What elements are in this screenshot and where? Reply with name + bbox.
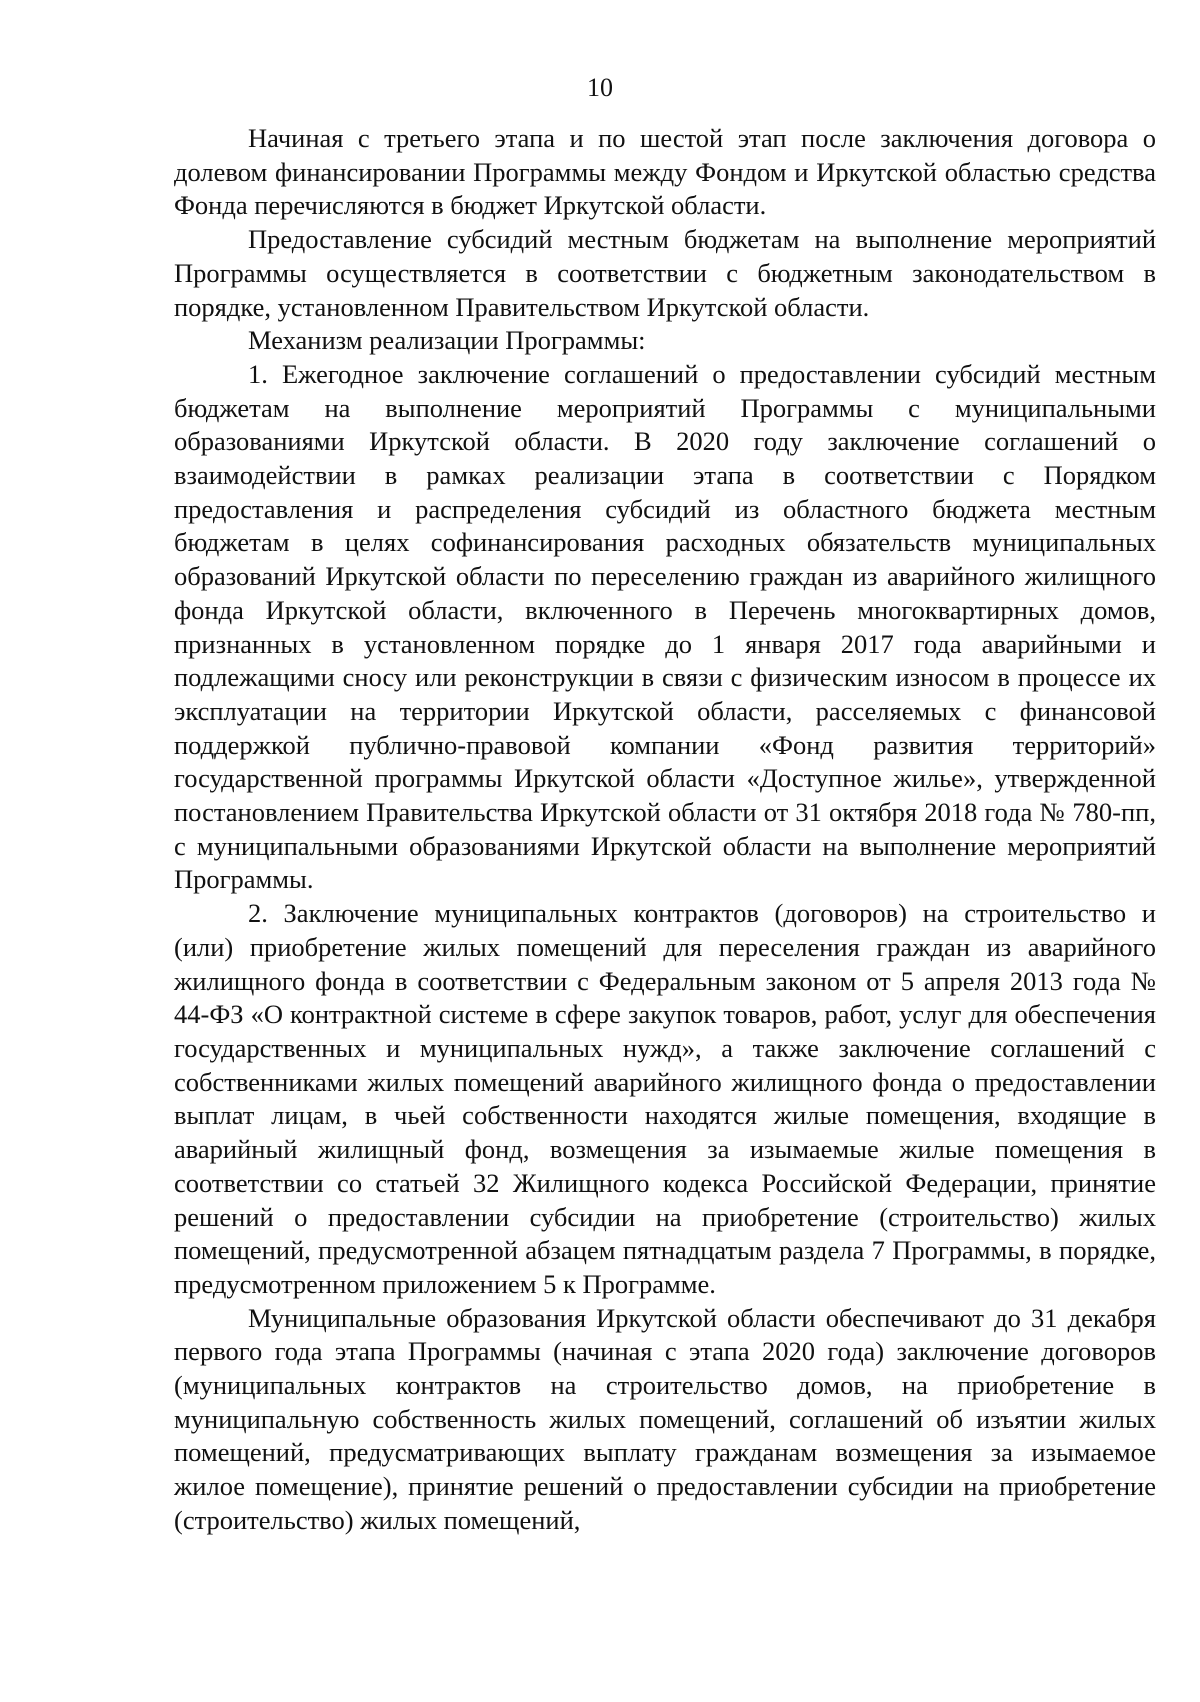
paragraph-item-2: 2. Заключение муниципальных контрактов (договоров) на строительство и (или) приобретение жилых помещений для переселения граждан из аварийного жилищного фонда в соответствии с Федеральным законом от 5 апреля 2013 года № 44-ФЗ «О контрактной системе в сфере закупок товаров, работ, услуг для обеспечения государственных и муниципальных нужд», а также заключение соглашений с собственниками жилых помещений аварийного жилищного фонда о предоставлении выплат лицам, в чьей собственности находятся жилые помещения, входящие в аварийный жилищный фонд, возмещения за изымаемые жилые помещения в соответствии со статьей 32 Жилищного кодекса Российской Федерации, принятие решений о предоставлении субсидии на приобретение (строительство) жилых помещений, предусмотренной абзацем пятнадцатым раздела 7 Программы, в порядке, предусмотренном приложением 5 к Программе.: [174, 898, 1156, 1299]
paragraph-subsidies: Предоставление субсидий местным бюджетам на выполнение мероприятий Программы осуществляется в соответствии с бюджетным законодательством в порядке, установленном Правительством Иркутской области.: [174, 224, 1156, 322]
paragraph-mechanism-heading: Механизм реализации Программы:: [248, 325, 646, 356]
document-body: [174, 122, 1156, 1538]
page-number: 10: [587, 73, 613, 102]
paragraph-municipal-obligations: Муниципальные образования Иркутской области обеспечивают до 31 декабря первого года этапа Программы (начиная с этапа 2020 года) заключение договоров (муниципальных контрактов на строительство домов, на приобретение в муниципальную собственность жилых помещений, соглашений об изъятии жилых помещений, предусматривающих выплату гражданам возмещения за изымаемое жилое помещение), принятие решений о предоставлении субсидии на приобретение (строительство) жилых помещений,: [174, 1302, 1156, 1535]
paragraph-fund-transfer: Начиная с третьего этапа и по шестой этап после заключения договора о долевом финансировании Программы между Фондом и Иркутской областью средства Фонда перечисляются в бюджет Иркутской области.: [174, 123, 1156, 221]
paragraph-item-1: 1. Ежегодное заключение соглашений о предоставлении субсидий местным бюджетам на выполнение мероприятий Программы с муниципальными образованиями Иркутской области. В 2020 году заключение соглашений о взаимодействии в рамках реализации этапа в соответствии с Порядком предоставления и распределения субсидий из областного бюджета местным бюджетам в целях софинансирования расходных обязательств муниципальных образований Иркутской области по переселению граждан из аварийного жилищного фонда Иркутской области, включенного в Перечень многоквартирных домов, признанных в установленном порядке до 1 января 2017 года аварийными и подлежащими сносу или реконструкции в связи с физическим износом в процессе их эксплуатации на территории Иркутской области, расселяемых с финансовой поддержкой публично-правовой компании «Фонд развития территорий» государственной программы Иркутской области «Доступное жилье», утвержденной постановлением Правительства Иркутской области от 31 октября 2018 года № 780-пп, с муниципальными образованиями Иркутской области на выполнение мероприятий Программы.: [174, 358, 1156, 895]
